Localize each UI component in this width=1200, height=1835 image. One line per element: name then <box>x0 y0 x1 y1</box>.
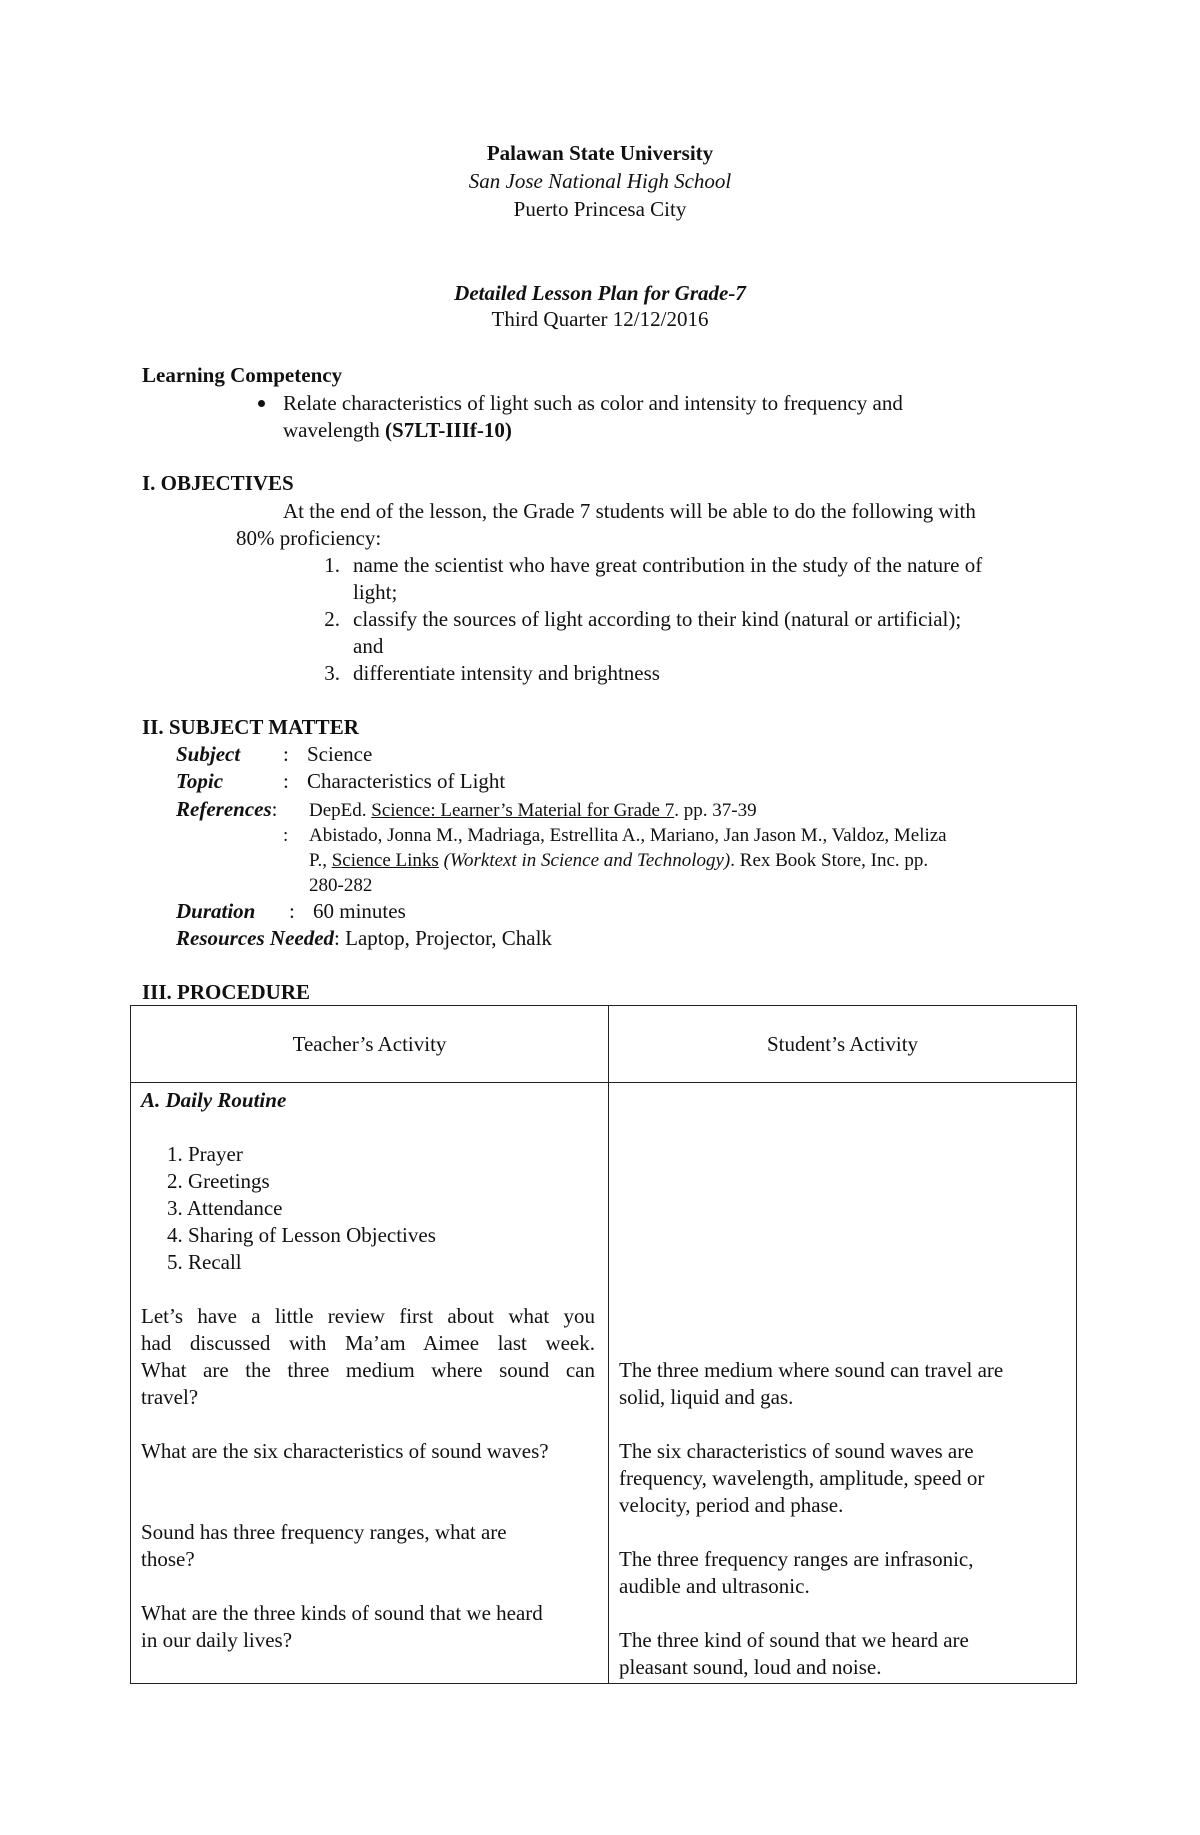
objective-number: 2. <box>324 607 340 631</box>
teacher-line: Let’s have a little review first about what you <box>141 1304 595 1328</box>
routine-item: 5. Recall <box>167 1250 242 1274</box>
objective-item-2: classify the sources of light according to their kind (natural or artificial); <box>353 607 962 631</box>
topic-label: Topic <box>176 769 224 793</box>
student-line: The three kind of sound that we heard are <box>619 1628 969 1652</box>
student-line: audible and ultrasonic. <box>619 1574 810 1598</box>
subject-label: Subject <box>176 742 241 766</box>
competency-line1: Relate characteristics of light such as color and intensity to frequency and <box>283 391 903 415</box>
reference-2-title: Science Links <box>331 850 439 871</box>
competency-heading: Learning Competency <box>142 363 343 387</box>
teacher-activity-header: Teacher’s Activity <box>131 1006 609 1083</box>
routine-item: 1. Prayer <box>167 1142 243 1166</box>
city-name: Puerto Princesa City <box>513 197 687 221</box>
topic-colon: : <box>283 769 289 793</box>
objective-number: 1. <box>324 553 340 577</box>
topic-value: Characteristics of Light <box>307 769 506 793</box>
subject-colon: : <box>283 742 289 766</box>
teacher-line: Sound has three frequency ranges, what are <box>141 1520 507 1544</box>
teacher-line: those? <box>141 1547 195 1571</box>
teacher-line: What are the six characteristics of sound waves? <box>141 1439 549 1463</box>
student-line: solid, liquid and gas. <box>619 1385 794 1409</box>
objectives-intro-line2: 80% proficiency: <box>236 526 382 550</box>
teacher-activity-cell <box>131 1083 609 1684</box>
resources-value: Laptop, Projector, Chalk <box>345 926 552 950</box>
objective-item-2-cont: and <box>353 634 384 658</box>
subject-value: Science <box>307 742 373 766</box>
student-line: velocity, period and phase. <box>619 1493 844 1517</box>
objective-number: 3. <box>324 661 340 685</box>
quarter-date: Third Quarter 12/12/2016 <box>491 307 709 331</box>
routine-item: 3. Attendance <box>167 1196 283 1220</box>
teacher-line: What are the three kinds of sound that we heard <box>141 1601 543 1625</box>
student-activity-header: Student’s Activity <box>609 1006 1077 1083</box>
student-line: The six characteristics of sound waves are <box>619 1439 974 1463</box>
teacher-line: What are the three medium where sound can <box>141 1358 595 1382</box>
reference-2-line1: Abistado, Jonna M., Madriaga, Estrellita A., Mariano, Jan Jason M., Valdoz, Meliza <box>309 825 947 846</box>
student-line: frequency, wavelength, amplitude, speed or <box>619 1466 985 1490</box>
student-activity-cell <box>609 1083 1077 1684</box>
procedure-table <box>130 1005 1077 1684</box>
student-line: The three frequency ranges are infrasonic, <box>619 1547 974 1571</box>
table-header-row <box>131 1006 1077 1083</box>
student-line: The three medium where sound can travel are <box>619 1358 1004 1382</box>
teacher-line: in our daily lives? <box>141 1628 293 1652</box>
teacher-line: had discussed with Ma’am Aimee last week. <box>141 1331 595 1355</box>
table-row <box>131 1083 1077 1684</box>
objective-item-3: differentiate intensity and brightness <box>353 661 660 685</box>
teacher-line: travel? <box>141 1385 199 1409</box>
routine-item: 4. Sharing of Lesson Objectives <box>167 1223 436 1247</box>
duration-label: Duration <box>176 899 256 923</box>
objectives-heading: I. OBJECTIVES <box>142 471 294 495</box>
subject-matter-heading: II. SUBJECT MATTER <box>142 715 359 739</box>
references-label: References: <box>176 797 278 821</box>
reference-2-line2: P., Science Links (Worktext in Science and Technology). Rex Book Store, Inc. pp. <box>309 850 929 871</box>
daily-routine-title: A. Daily Routine <box>141 1088 287 1112</box>
reference-2-line3: 280-282 <box>309 875 373 896</box>
resources-row: Resources Needed: Laptop, Projector, Chalk <box>176 926 552 950</box>
reference-1-title: Science: Learner’s Material for Grade 7 <box>371 800 675 821</box>
objectives-intro-line1: At the end of the lesson, the Grade 7 students will be able to do the following with <box>283 499 976 523</box>
school-name: San Jose National High School <box>468 169 732 193</box>
objective-item-1: name the scientist who have great contribution in the study of the nature of <box>353 553 983 577</box>
procedure-heading: III. PROCEDURE <box>142 980 311 1004</box>
competency-line2: wavelength (S7LT-IIIf-10) <box>283 418 512 442</box>
objective-item-1-cont: light; <box>353 580 398 604</box>
student-line: pleasant sound, loud and noise. <box>619 1655 882 1679</box>
plan-title: Detailed Lesson Plan for Grade-7 <box>454 281 746 305</box>
reference-2-colon: : <box>283 825 289 846</box>
reference-1: DepEd. Science: Learner’s Material for Grade 7. pp. 37-39 <box>309 800 757 821</box>
routine-item: 2. Greetings <box>167 1169 270 1193</box>
competency-code: (S7LT-IIIf-10) <box>385 418 512 442</box>
university-name: Palawan State University <box>486 141 714 165</box>
duration-value: 60 minutes <box>313 899 406 923</box>
duration-colon: : <box>289 899 295 923</box>
bullet-icon <box>258 400 265 407</box>
